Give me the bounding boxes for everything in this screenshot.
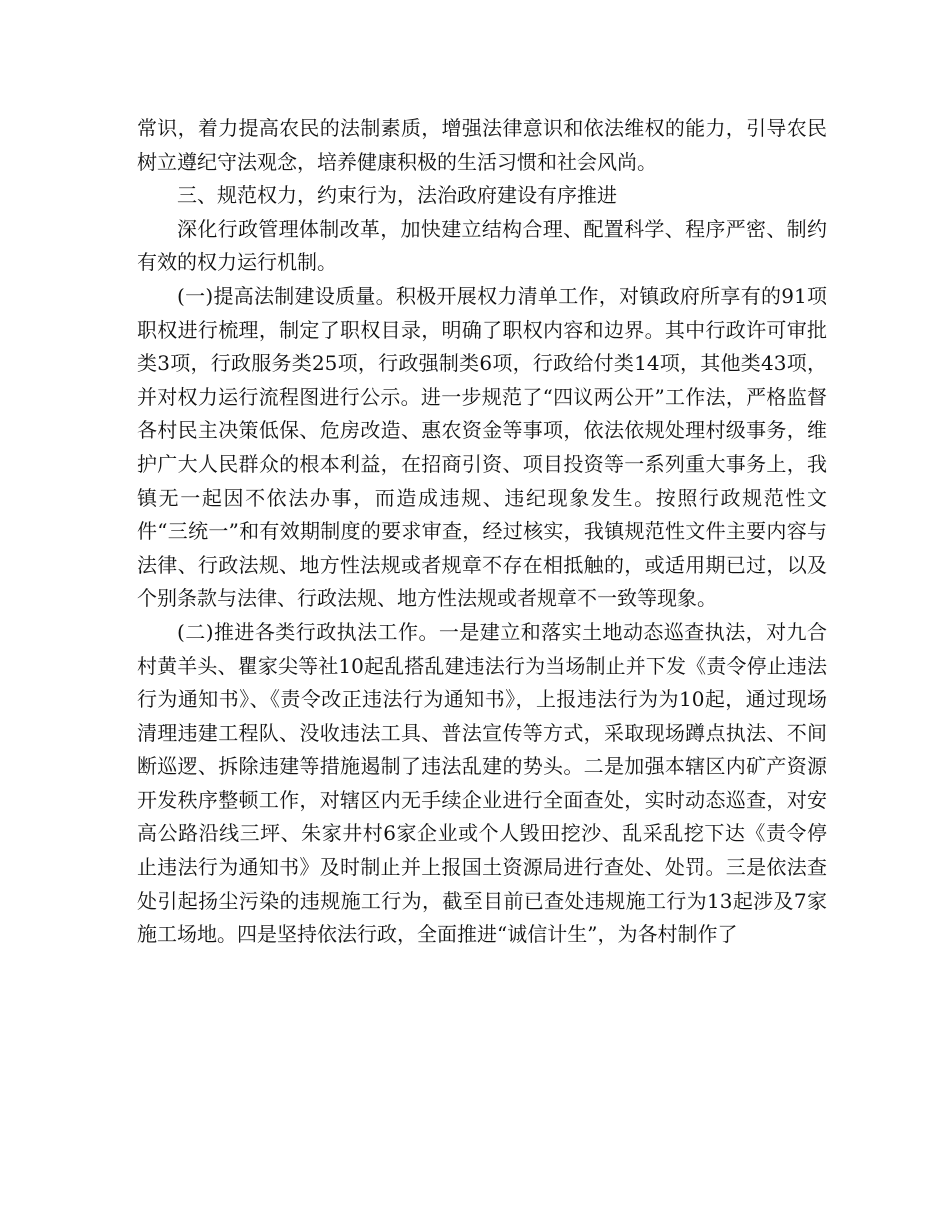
paragraph-intro: 深化行政管理体制改革，加快建立结构合理、配置科学、程序严密、制约有效的权力运行机制。 (137, 216, 827, 275)
paragraph-legal-quality: (一)提高法制建设质量。积极开展权力清单工作，对镇政府所享有的91项职权进行梳理，制定了职权目录，明确了职权内容和边界。其中行政许可审批类3项，行政服务类25项，行政强制类6项，行政给付类14项，其他类43项，并对权力运行流程图进行公示。进一步规范了“四议两公开”工作法，严格监督各村民主决策低保、危房改造、惠农资金等事项，依法依规处理村级事务，维护广大人民群众的根本利益，在招商引资、项目投资等一系列重大事务上，我镇无一起因不依法办事，而造成违规、违纪现象发生。按照行政规范性文件“三统一”和有效期制度的要求审查，经过核实，我镇规范性文件主要内容与法律、行政法规、地方性法规或者规章不存在相抵触的，或适用期已过，以及个别条款与法律、行政法规、地方性法规或者规章不一致等现象。 (137, 283, 827, 611)
document-body (137, 112, 827, 952)
section-heading: 三、规范权力，约束行为，法治政府建设有序推进 (177, 183, 617, 208)
paragraph-continuation: 常识，着力提高农民的法制素质，增强法律意识和依法维权的能力，引导农民树立遵纪守法观念，培养健康积极的生活习惯和社会风尚。 (137, 116, 827, 174)
paragraph-law-enforcement: (二)推进各类行政执法工作。一是建立和落实土地动态巡查执法，对九合村黄羊头、瞿家尖等社10起乱搭乱建违法行为当场制止并下发《责令停止违法行为通知书》、《责令改正违法行为通知书》，上报违法行为为10起，通过现场清理违建工程队、没收违法工具、普法宣传等方式，采取现场蹲点执法、不间断巡逻、拆除违建等措施遏制了违法乱建的势头。二是加强本辖区内矿产资源开发秩序整顿工作，对辖区内无手续企业进行全面查处，实时动态巡查，对安高公路沿线三坪、朱家井村6家企业或个人毁田挖沙、乱采乱挖下达《责令停止违法行为通知书》及时制止并上报国土资源局进行查处、处罚。三是依法查处引起扬尘污染的违规施工行为，截至目前已查处违规施工行为13起涉及7家施工场地。四是坚持依法行政，全面推进“诚信计生”，为各村制作了 (137, 619, 827, 947)
